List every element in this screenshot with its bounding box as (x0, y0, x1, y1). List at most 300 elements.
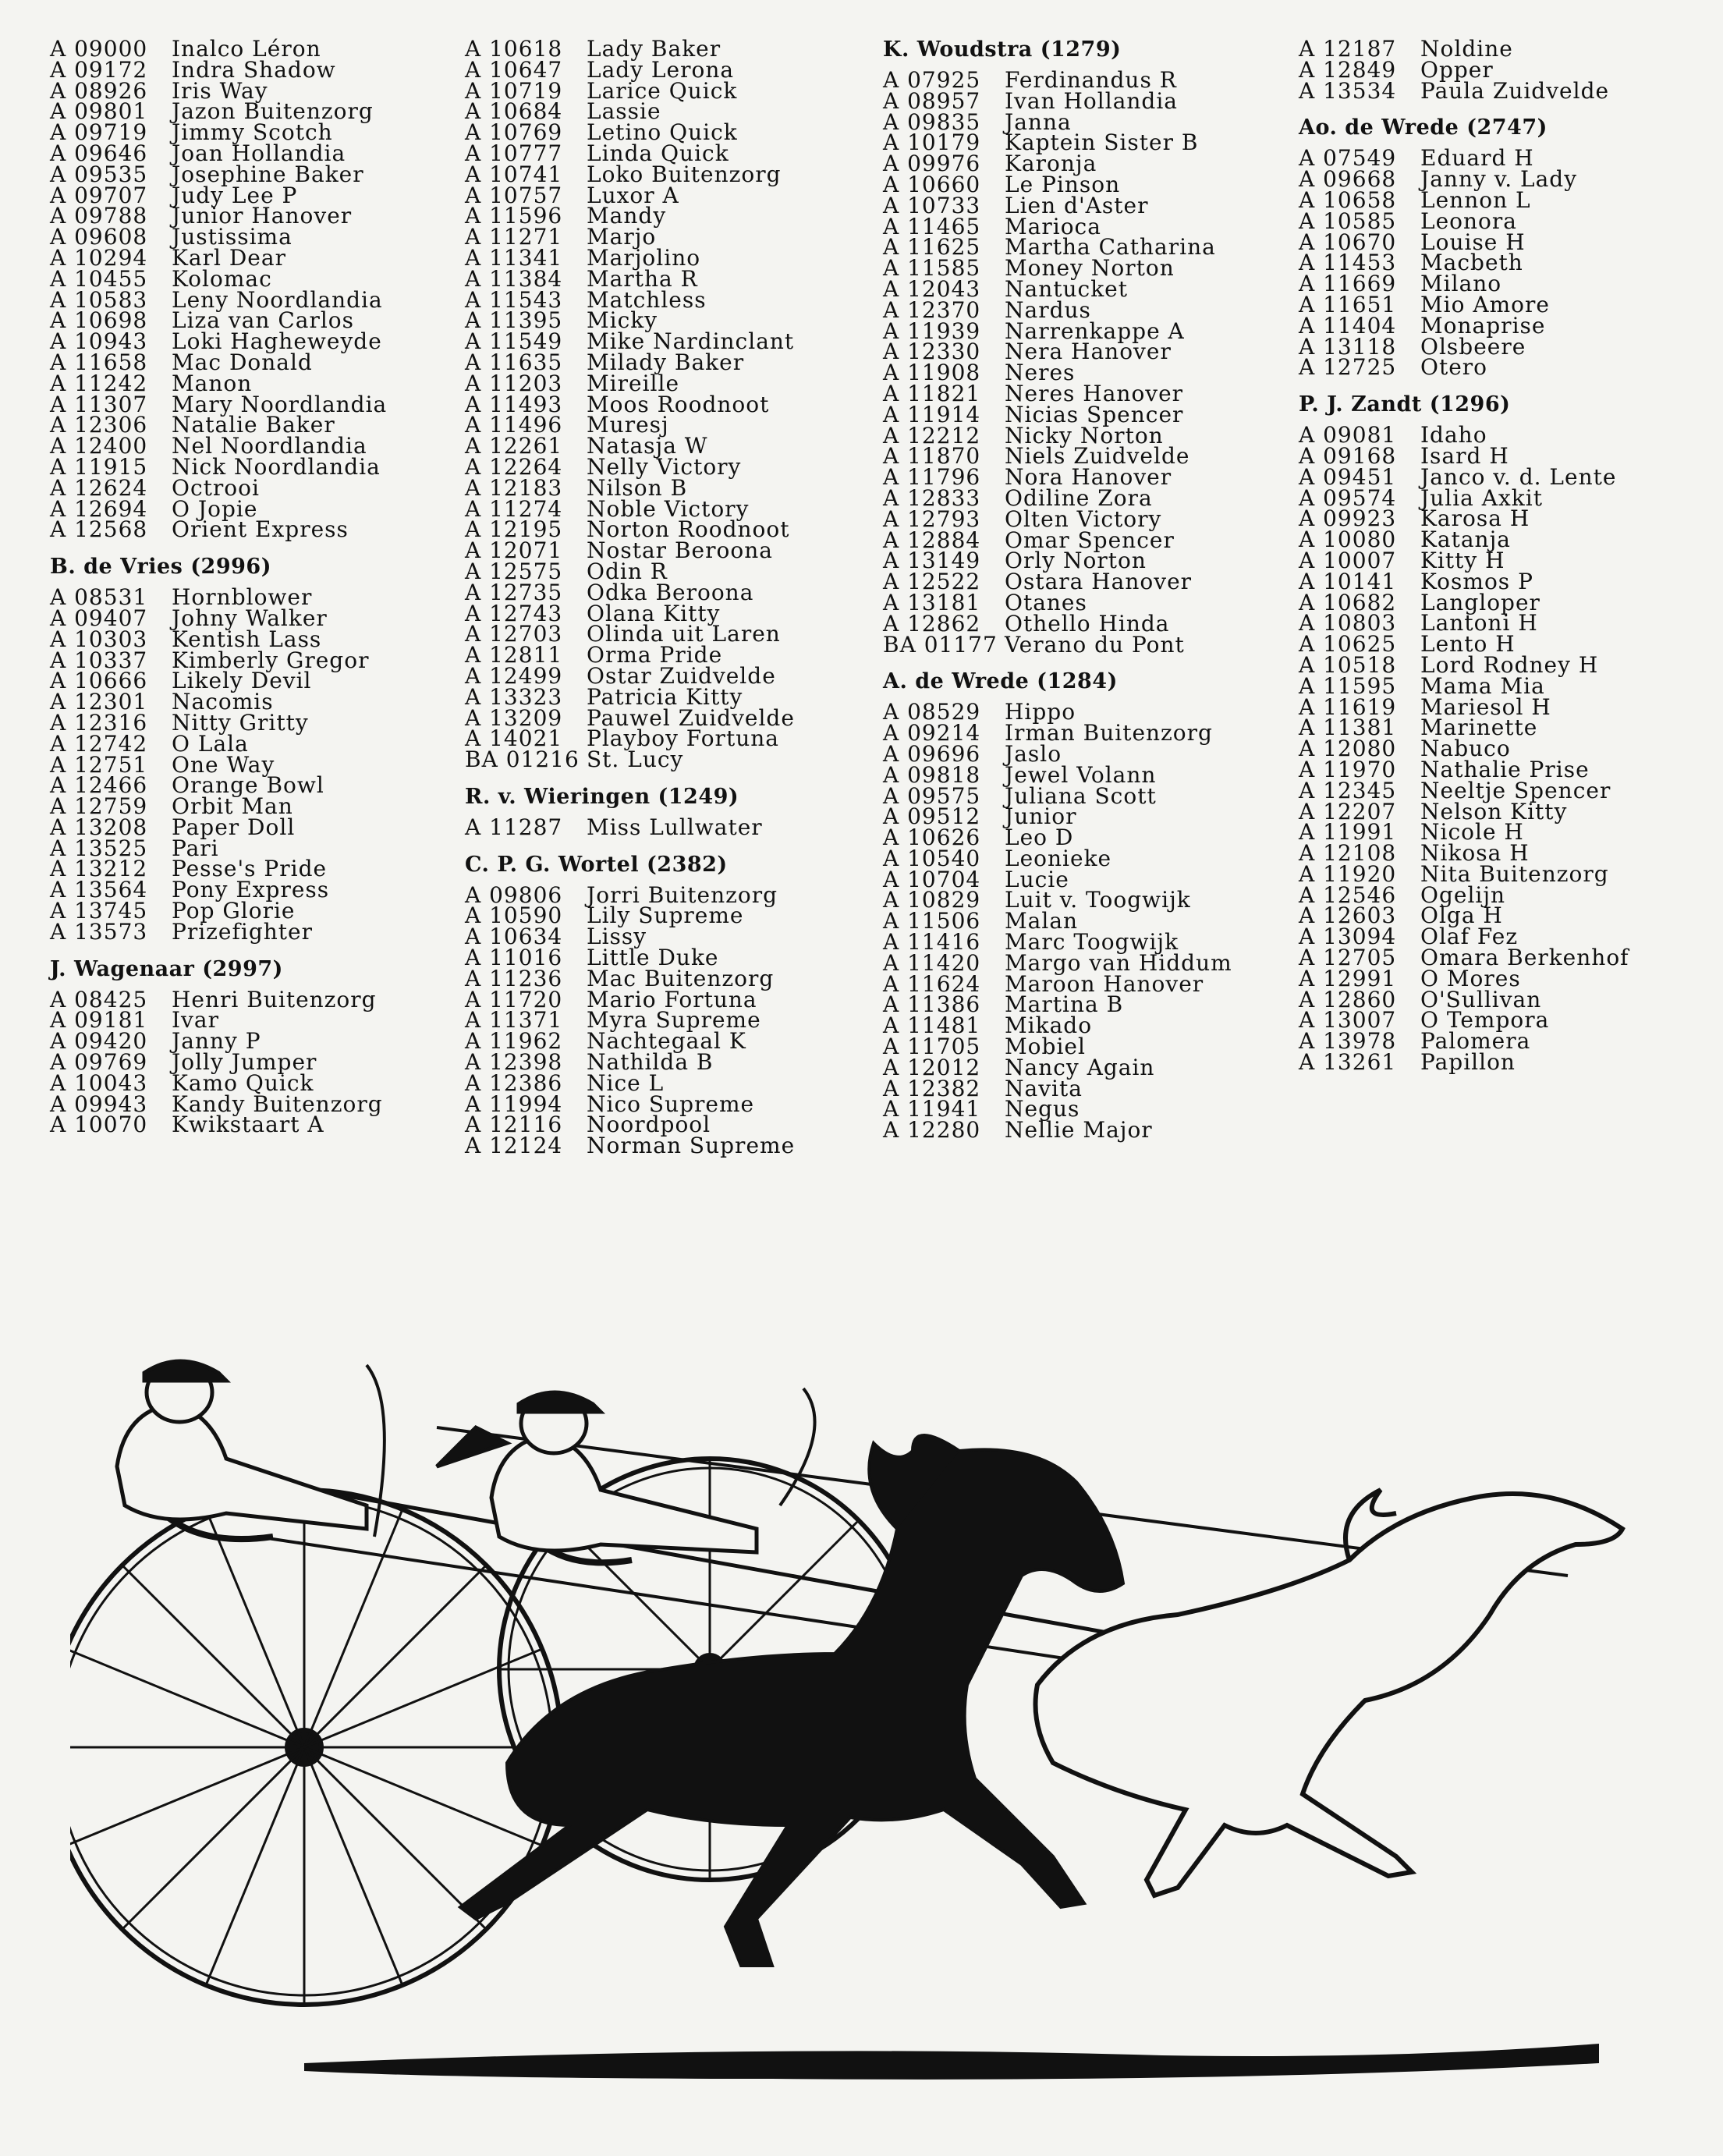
registration-code: A 09575 (883, 782, 981, 809)
registration-code: A 09574 (1299, 484, 1397, 511)
horse-name: O Mores (1420, 965, 1521, 991)
registration-code: A 12330 (883, 339, 981, 365)
horse-name: Pauwel Zuidvelde (587, 704, 795, 731)
entry-group (1299, 392, 1704, 1076)
registration-code: A 13094 (1299, 924, 1397, 950)
horse-name: Isard H (1420, 442, 1509, 469)
registration-code: A 12725 (1299, 354, 1397, 381)
registration-code: A 11465 (883, 213, 981, 239)
rear-wheel-left (70, 1490, 562, 2005)
registration-code: A 11920 (1299, 860, 1397, 887)
registration-code: A 12811 (465, 642, 563, 668)
registration-code: A 12743 (465, 600, 563, 626)
horse-name: Neres Hanover (1005, 380, 1184, 406)
horse-name: Karonja (1005, 151, 1097, 177)
registration-code: A 10660 (883, 171, 981, 197)
horse-name: Mandy (587, 203, 667, 229)
horse-name: Manon (172, 370, 253, 396)
horse-name: Lady Lerona (587, 56, 735, 83)
registration-code: A 11624 (883, 970, 981, 997)
horse-name: Lassie (587, 98, 661, 125)
registration-code: A 10698 (50, 307, 148, 334)
registration-code: A 11242 (50, 370, 148, 396)
registration-code: A 12735 (465, 579, 563, 605)
horse-name: Olaf Fez (1420, 924, 1519, 950)
horse-name: Little Duke (587, 945, 719, 971)
horse-name: Mike Nardinclant (587, 328, 795, 355)
horse-name: Myra Supreme (587, 1007, 761, 1034)
registration-code: A 13208 (50, 814, 148, 840)
horse-name: Lady Baker (587, 36, 721, 62)
horse-name: Mireille (587, 370, 680, 396)
horse-name: Ostara Hanover (1005, 569, 1193, 595)
registration-code: A 10455 (50, 265, 148, 292)
registration-code: A 12568 (50, 516, 148, 543)
horse-name: Odka Beroona (587, 579, 754, 605)
registration-code: A 10769 (465, 119, 563, 146)
horse-name: Marioca (1005, 213, 1101, 239)
registration-code: A 09535 (50, 161, 148, 187)
horse-name: Nardus (1005, 296, 1091, 323)
registration-code: A 11908 (883, 360, 981, 386)
registration-code: A 13149 (883, 548, 981, 574)
ground-shadow (304, 2044, 1599, 2080)
horse-name: Iris Way (172, 77, 268, 104)
registration-code: A 09420 (50, 1028, 148, 1055)
registration-code: A 11404 (1299, 312, 1397, 339)
group-heading: R. v. Wieringen (1249) (465, 784, 739, 809)
horse-name: Moos Roodnoot (587, 391, 770, 417)
registration-code: A 09788 (50, 203, 148, 229)
horse-name: Nelly Victory (587, 453, 742, 480)
registration-code: A 11395 (465, 307, 563, 334)
horse-name: Omar Spencer (1005, 527, 1175, 553)
horse-name: Olana Kitty (587, 600, 721, 626)
horse-name: Jimmy Scotch (172, 119, 333, 146)
list-item (465, 1133, 870, 1159)
horse-name: Opper (1420, 56, 1494, 83)
horse-name: Luit v. Toogwijk (1005, 887, 1191, 913)
horse-name: Ivan Hollandia (1005, 87, 1178, 114)
horse-name: Linda Quick (587, 140, 729, 166)
horse-name: Noordpool (587, 1112, 711, 1138)
registration-code: A 11236 (465, 965, 563, 991)
registration-code: A 12603 (1299, 902, 1397, 929)
registration-code: A 11453 (1299, 250, 1397, 276)
horse-name: Irman Buitenzorg (1005, 720, 1213, 746)
registration-code: A 12860 (1299, 986, 1397, 1012)
horse-name: O Jopie (172, 495, 258, 522)
registration-code: A 09668 (1299, 166, 1397, 193)
registration-code: A 10733 (883, 192, 981, 218)
horse-name: O'Sullivan (1420, 986, 1542, 1012)
registration-code: A 11796 (883, 464, 981, 491)
registration-code: A 09608 (50, 224, 148, 250)
registration-code: A 09214 (883, 720, 981, 746)
horse-name: Larice Quick (587, 77, 738, 104)
group-heading: J. Wagenaar (2997) (50, 956, 283, 981)
registration-code: A 09181 (50, 1007, 148, 1034)
registration-code: A 10943 (50, 328, 148, 355)
horse-name: Marinette (1420, 715, 1538, 741)
horse-name: Mio Amore (1420, 291, 1550, 317)
registration-code: A 11420 (883, 949, 981, 976)
registration-code: A 11720 (465, 986, 563, 1012)
registration-code: A 12575 (465, 558, 563, 584)
horse-name: Macbeth (1420, 250, 1523, 276)
horse-name: Nancy Again (1005, 1054, 1155, 1080)
horse-name: Navita (1005, 1075, 1083, 1101)
horse-name: Ogelijn (1420, 881, 1506, 908)
list-item (465, 746, 870, 773)
registration-code: A 08957 (883, 87, 981, 114)
horse-name: Otanes (1005, 589, 1087, 615)
registration-code: A 11549 (465, 328, 563, 355)
horse-name: Mama Mia (1420, 672, 1545, 699)
registration-code: A 12280 (883, 1117, 981, 1144)
horse-name: Nathilda B (587, 1049, 714, 1076)
horse-name: Mac Donald (172, 349, 313, 375)
horse-name: Hornblower (172, 584, 313, 611)
registration-code: BA 01216 (465, 746, 580, 773)
registration-code: A 11274 (465, 495, 563, 522)
registration-code: A 12759 (50, 793, 148, 820)
registration-code: A 12080 (1299, 736, 1397, 762)
horse-name: Olinda uit Laren (587, 621, 781, 647)
horse-name: Janny P (172, 1028, 261, 1055)
entry-group (465, 854, 870, 1157)
registration-code: A 12694 (50, 495, 148, 522)
horse-name: Money Norton (1005, 255, 1175, 282)
horse-name: Jorri Buitenzorg (587, 881, 778, 908)
registration-code: A 11635 (465, 349, 563, 375)
horse-name: Loko Buitenzorg (587, 161, 782, 187)
registration-code: A 13745 (50, 898, 148, 924)
registration-code: A 10590 (465, 902, 563, 929)
registration-code: A 11939 (883, 317, 981, 344)
registration-code: A 12264 (465, 453, 563, 480)
horse-name: Pop Glorie (172, 898, 296, 924)
list-item (50, 516, 456, 543)
horse-name: Nera Hanover (1005, 339, 1172, 365)
registration-code: A 09719 (50, 119, 148, 146)
registration-code: A 10626 (883, 824, 981, 851)
entry-group (883, 37, 1289, 658)
horse-name: Omara Berkenhof (1420, 945, 1629, 971)
horse-name: Jolly Jumper (172, 1049, 317, 1076)
column-1 (50, 36, 456, 1138)
horse-name: Lento H (1420, 631, 1516, 658)
registration-code: A 14021 (465, 725, 563, 752)
horse-name: Mikado (1005, 1012, 1093, 1039)
registration-code: A 10007 (1299, 547, 1397, 573)
horse-name: Nicole H (1420, 819, 1524, 846)
registration-code: A 12116 (465, 1112, 563, 1138)
registration-code: A 10540 (883, 845, 981, 871)
group-heading: A. de Wrede (1284) (883, 669, 1118, 694)
horse-name: Karosa H (1420, 505, 1530, 532)
horse-name: Odin R (587, 558, 668, 584)
horse-name: Inalco Léron (172, 36, 321, 62)
horse-name: Nita Buitenzorg (1420, 860, 1609, 887)
horse-name: Nicky Norton (1005, 422, 1164, 449)
horse-name: Marc Toogwijk (1005, 929, 1179, 956)
registration-code: A 12382 (883, 1075, 981, 1101)
entry-group (465, 36, 870, 773)
registration-code: A 07549 (1299, 145, 1397, 172)
registration-code: A 12261 (465, 433, 563, 459)
horse-name: Leny Noordlandia (172, 286, 383, 313)
registration-code: A 12742 (50, 730, 148, 757)
registration-code: A 12043 (883, 275, 981, 302)
registration-code: A 13209 (465, 704, 563, 731)
horse-name: Orma Pride (587, 642, 723, 668)
horse-name: Noble Victory (587, 495, 750, 522)
horse-name: Nabuco (1420, 736, 1511, 762)
registration-code: A 12301 (50, 689, 148, 715)
registration-code: A 10070 (50, 1112, 148, 1138)
horse-name: Lien d'Aster (1005, 192, 1149, 218)
registration-code: A 11341 (465, 244, 563, 271)
horse-name: Norman Supreme (587, 1133, 796, 1159)
horse-name: Idaho (1420, 422, 1487, 449)
registration-code: A 11585 (883, 255, 981, 282)
horse-name: Milano (1420, 271, 1502, 297)
registration-code: A 07925 (883, 67, 981, 93)
horse-name: Nacomis (172, 689, 274, 715)
horse-name: Nachtegaal K (587, 1028, 746, 1055)
registration-code: A 13534 (1299, 77, 1397, 104)
horse-name: Orange Bowl (172, 772, 324, 799)
horse-name: Neeltje Spencer (1420, 777, 1611, 803)
horse-name: Kamo Quick (172, 1069, 314, 1096)
registration-code: A 12316 (50, 709, 148, 736)
registration-code: A 09835 (883, 108, 981, 135)
horse-name: Verano du Pont (1005, 631, 1185, 658)
registration-code: A 10777 (465, 140, 563, 166)
registration-code: A 09646 (50, 140, 148, 166)
registration-code: A 09512 (883, 803, 981, 830)
registration-code: A 13978 (1299, 1028, 1397, 1055)
horse-name: Loki Hagheweyde (172, 328, 382, 355)
list-item (883, 1117, 1289, 1144)
registration-code: A 12187 (1299, 36, 1397, 62)
registration-code: A 10179 (883, 129, 981, 156)
horse-name: Josephine Baker (172, 161, 364, 187)
registration-code: A 12345 (1299, 777, 1397, 803)
group-heading: B. de Vries (2996) (50, 555, 271, 580)
registration-code: A 13564 (50, 877, 148, 903)
group-heading: C. P. G. Wortel (2382) (465, 852, 728, 877)
registration-code: A 11994 (465, 1090, 563, 1117)
horse-name: Jewel Volann (1005, 761, 1157, 788)
registration-code: A 11543 (465, 286, 563, 313)
horse-name: Orient Express (172, 516, 349, 543)
driver-left (117, 1361, 367, 1529)
registration-code: A 10670 (1299, 229, 1397, 255)
horse-name: Ferdinandus R (1005, 67, 1177, 93)
horse-name: Nathalie Prise (1420, 756, 1590, 782)
horse-name: Natasja W (587, 433, 708, 459)
registration-code: A 11416 (883, 929, 981, 956)
registration-code: A 13118 (1299, 333, 1397, 360)
registration-code: A 11203 (465, 370, 563, 396)
registration-code: A 12370 (883, 296, 981, 323)
horse-name: Nora Hanover (1005, 464, 1172, 491)
horse-name: Le Pinson (1005, 171, 1121, 197)
horse-name: Kwikstaart A (172, 1112, 324, 1138)
horse-name: Paula Zuidvelde (1420, 77, 1610, 104)
registration-code: A 13573 (50, 918, 148, 945)
horse-name: Othello Hinda (1005, 610, 1170, 637)
registration-code: A 11941 (883, 1096, 981, 1122)
horse-name: Playboy Fortuna (587, 725, 779, 752)
registration-code: A 12306 (50, 412, 148, 438)
registration-code: A 10625 (1299, 631, 1397, 658)
registration-code: A 12991 (1299, 965, 1397, 991)
registration-code: A 09769 (50, 1049, 148, 1076)
registration-code: A 13181 (883, 589, 981, 615)
registration-code: A 12212 (883, 422, 981, 449)
registration-code: A 10337 (50, 647, 148, 673)
registration-code: A 11914 (883, 401, 981, 427)
entry-group (1299, 36, 1704, 104)
registration-code: A 11493 (465, 391, 563, 417)
registration-code: A 12012 (883, 1054, 981, 1080)
horse-name: Kosmos P (1420, 568, 1533, 594)
horse-name: Katanja (1420, 527, 1511, 553)
horse-name: Lucie (1005, 866, 1069, 892)
registration-code: A 10043 (50, 1069, 148, 1096)
horse-name: Nilson B (587, 474, 688, 501)
horse-name: Marjo (587, 224, 657, 250)
horse-name: Orly Norton (1005, 548, 1147, 574)
registration-code: A 12183 (465, 474, 563, 501)
registration-code: A 10666 (50, 668, 148, 694)
horse-name: Nicias Spencer (1005, 401, 1184, 427)
horse-name: Karl Dear (172, 244, 286, 271)
registration-code: A 10618 (465, 36, 563, 62)
registration-code: A 12705 (1299, 945, 1397, 971)
registration-code: A 09943 (50, 1090, 148, 1117)
registration-code: A 12793 (883, 505, 981, 532)
registration-code: A 10634 (465, 924, 563, 950)
registration-code: A 09801 (50, 98, 148, 125)
registration-code: A 11506 (883, 908, 981, 934)
horse-name: Lantoni H (1420, 610, 1538, 637)
registration-code: A 11381 (1299, 715, 1397, 741)
registration-code: A 12207 (1299, 798, 1397, 824)
registration-code: A 09168 (1299, 442, 1397, 469)
horse-name: O Lala (172, 730, 249, 757)
horse-name: Otero (1420, 354, 1488, 381)
registration-code: A 11625 (883, 234, 981, 261)
horse-name: Kitty H (1420, 547, 1505, 573)
horse-name: Muresj (587, 412, 669, 438)
horse-name: Janna (1005, 108, 1072, 135)
horse-name: Niels Zuidvelde (1005, 443, 1190, 470)
registration-code: A 11016 (465, 945, 563, 971)
horse-name: Papillon (1420, 1049, 1516, 1076)
registration-code: A 10741 (465, 161, 563, 187)
horse-name: Mobiel (1005, 1034, 1086, 1060)
horse-name: Leonora (1420, 207, 1517, 234)
horse-name: Kimberly Gregor (172, 647, 370, 673)
horse-name: Nel Noordlandia (172, 433, 367, 459)
horse-name: Luxor A (587, 182, 679, 208)
horse-name: Kandy Buitenzorg (172, 1090, 383, 1117)
horse-name: Miss Lullwater (587, 814, 763, 840)
registration-code: A 13212 (50, 856, 148, 882)
list-item (1299, 1049, 1704, 1076)
horse-name: Eduard H (1420, 145, 1534, 172)
horse-name: Ostar Zuidvelde (587, 662, 776, 689)
horse-name: Jazon Buitenzorg (172, 98, 374, 125)
horse-name: Junior (1005, 803, 1077, 830)
column-3 (883, 37, 1289, 1144)
horse-name: Liza van Carlos (172, 307, 355, 334)
registration-code: A 12624 (50, 474, 148, 501)
horse-name: Juliana Scott (1005, 782, 1157, 809)
horse-name: Janco v. d. Lente (1420, 463, 1617, 490)
horse-name: Langloper (1420, 589, 1540, 615)
horse-name: Malan (1005, 908, 1079, 934)
registration-code: A 11271 (465, 224, 563, 250)
registration-code: A 11307 (50, 391, 148, 417)
horse-name: Martina B (1005, 991, 1124, 1018)
registration-code: A 12849 (1299, 56, 1397, 83)
horse-name: Pesse's Pride (172, 856, 328, 882)
registration-code: A 09172 (50, 56, 148, 83)
registration-code: A 09976 (883, 151, 981, 177)
horse-name: Patricia Kitty (587, 683, 743, 710)
horse-name: Nantucket (1005, 275, 1128, 302)
horse-name: Nick Noordlandia (172, 453, 381, 480)
registration-code: A 10647 (465, 56, 563, 83)
registration-code: A 12400 (50, 433, 148, 459)
horse-name: Louise H (1420, 229, 1526, 255)
group-heading: Ao. de Wrede (2747) (1299, 115, 1548, 140)
registration-code: A 10829 (883, 887, 981, 913)
horse-name: Paper Doll (172, 814, 296, 840)
registration-code: A 11915 (50, 453, 148, 480)
horse-name: Narrenkappe A (1005, 317, 1185, 344)
horse-name: Martha R (587, 265, 698, 292)
registration-code: A 10704 (883, 866, 981, 892)
registration-code: A 13323 (465, 683, 563, 710)
registration-code: A 09451 (1299, 463, 1397, 490)
registration-code: A 12862 (883, 610, 981, 637)
horse-name: Negus (1005, 1096, 1080, 1122)
registration-code: BA 01177 (883, 631, 998, 658)
horse-name: Natalie Baker (172, 412, 335, 438)
horse-name: Olten Victory (1005, 505, 1162, 532)
horse-name: Kentish Lass (172, 626, 322, 652)
registration-code: A 11386 (883, 991, 981, 1018)
horse-name: Julia Axkit (1420, 484, 1543, 511)
registration-code: A 10303 (50, 626, 148, 652)
registration-code: A 11384 (465, 265, 563, 292)
horse-name: Martha Catharina (1005, 234, 1216, 261)
horse-name: Micky (587, 307, 658, 334)
horse-name: Leo D (1005, 824, 1074, 851)
registration-code: A 13261 (1299, 1049, 1397, 1076)
entry-group (465, 786, 870, 839)
horse-name: Henri Buitenzorg (172, 986, 377, 1012)
horse-name: Pari (172, 835, 219, 861)
white-horse (1036, 1490, 1623, 1895)
horse-name: Jaslo (1005, 740, 1062, 767)
